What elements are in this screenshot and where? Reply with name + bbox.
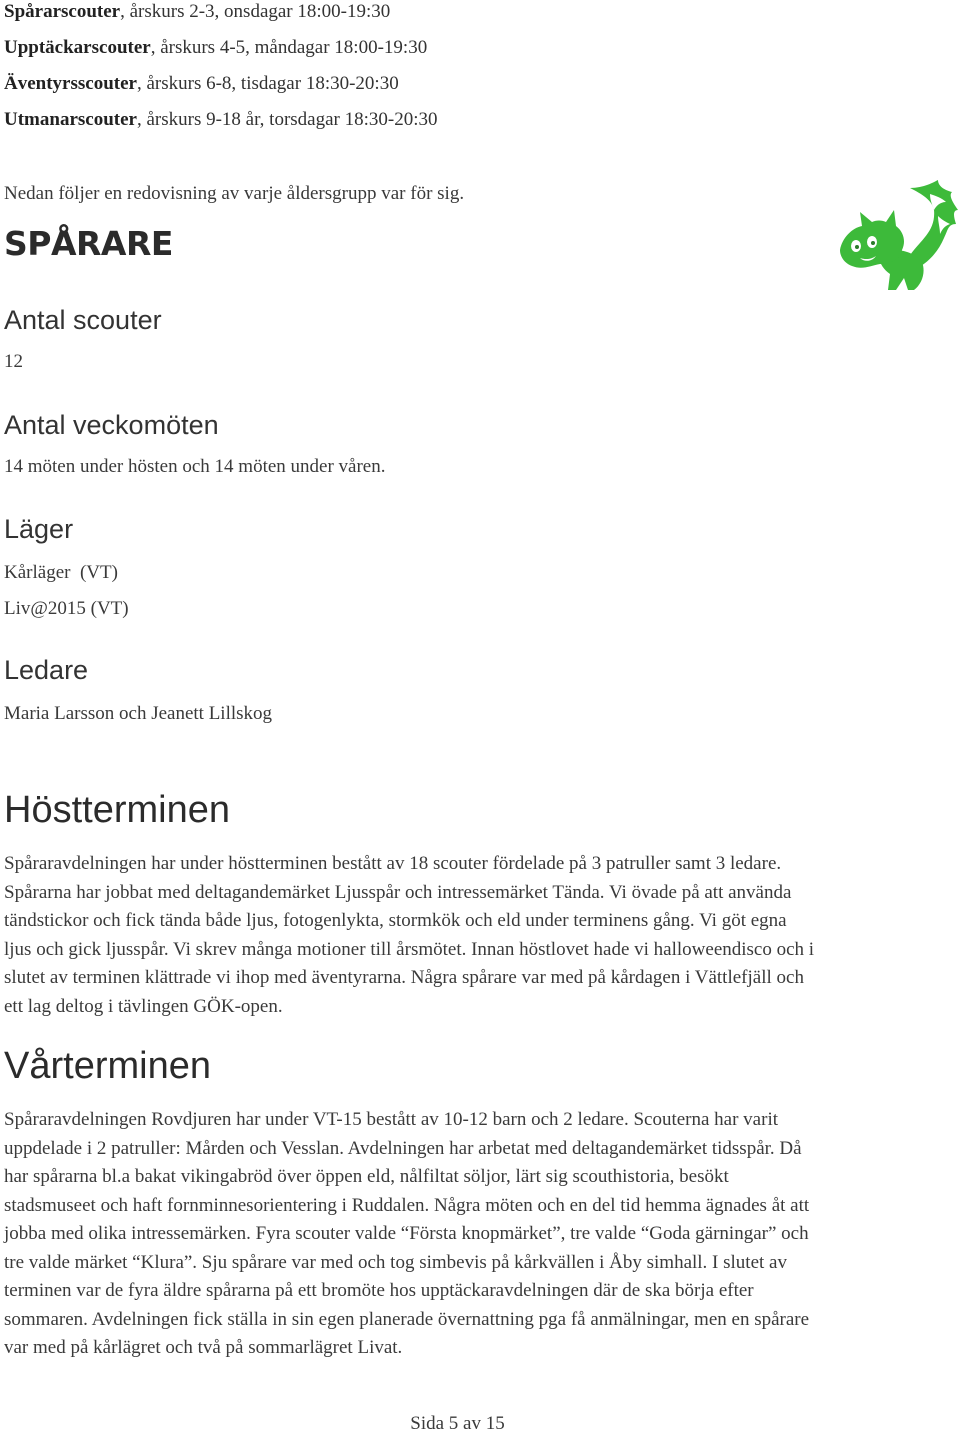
group-detail: , årskurs 9-18 år, torsdagar 18:30-20:30: [136, 109, 438, 130]
varterminen-heading: Vårterminen: [4, 1045, 211, 1087]
group-name: Upptäckarscouter: [4, 37, 151, 58]
group-detail: , årskurs 4-5, måndagar 18:00-19:30: [150, 37, 428, 58]
paragraph-line: Spårarna har jobbat med deltagandemärket Ljusspår och intressemärket Tända. Vi övade på att använda: [4, 881, 792, 903]
intro-text: Nedan följer en redovisning av varje åldersgrupp var för sig.: [4, 183, 465, 204]
lager-item: Kårläger (VT): [4, 562, 118, 583]
paragraph-line: sommaren. Avdelningen fick ställa in sin egen planerade övernattning pga få anmälningar, men en spårare: [4, 1308, 810, 1330]
lager-item: Liv@2015 (VT): [4, 598, 129, 619]
paragraph-line: Spåraravdelningen har under höstterminen bestått av 18 scouter fördelade på 3 patruller samt 3 ledare.: [4, 853, 782, 874]
paragraph-line: har spårarna bl.a bakat vikingabröd över öppen eld, nålfiltat söljor, lärt sig scouthistoria, besökt: [4, 1166, 729, 1187]
antal-scouter-heading: Antal scouter: [4, 305, 162, 335]
paragraph-line: tre valde märket “Klura”. Sju spårare var med och tog simbevis på kårkvällen i Åby simhall. I slutet av: [4, 1251, 787, 1273]
group-name: Utmanarscouter: [4, 109, 137, 130]
group-name: Äventyrsscouter: [4, 73, 137, 94]
fox-logo-icon: [838, 180, 960, 298]
group-detail: , årskurs 2-3, onsdagar 18:00-19:30: [120, 1, 391, 22]
paragraph-line: slutet av terminen klättrade vi ihop med äventyrarna. Några spårare var med på kårdagen i Vättlefjäll och: [4, 967, 804, 988]
page-number: Sida 5 av 15: [410, 1413, 505, 1434]
hostterminen-paragraph: [4, 850, 934, 1021]
group-name: Spårarscouter: [4, 1, 121, 22]
paragraph-line: terminen var de fyra äldre spårarna på ett bromöte hos upptäckaravdelningen där de ska börja efter: [4, 1280, 754, 1301]
group-line: [4, 108, 438, 132]
paragraph-line: uppdelade i 2 patruller: Mården och Vesslan. Avdelningen har arbetat med deltagandemärket tidsspår. Då: [4, 1137, 802, 1159]
antal-scouter-value: 12: [4, 351, 23, 372]
paragraph-line: stadsmuseet och haft fornminnesorientering i Ruddalen. Några möten och en del tid hemma ägnades åt att: [4, 1194, 810, 1216]
group-detail: , årskurs 6-8, tisdagar 18:30-20:30: [136, 73, 399, 94]
group-line: [4, 72, 399, 96]
paragraph-line: Spåraravdelningen Rovdjuren har under VT-15 bestått av 10-12 barn och 2 ledare. Scouterna har varit: [4, 1109, 778, 1130]
varterminen-paragraph: [4, 1106, 934, 1363]
group-line: [4, 0, 390, 24]
lager-heading: Läger: [4, 514, 74, 544]
paragraph-line: ett lag deltog i tävlingen GÖK-open.: [4, 995, 283, 1017]
section-title: SPÅRARE: [4, 224, 173, 263]
paragraph-line: ljus och gick ljusspår. Vi skrev många motioner till årsmötet. Innan höstlovet hade vi halloweendisco och i: [4, 938, 815, 960]
hostterminen-heading: Höstterminen: [4, 789, 230, 831]
paragraph-line: tändstickor och fick tända både ljus, fotogenlykta, stormkök och eld under terminens gång. Vi göt egna: [4, 910, 787, 931]
group-line: [4, 36, 427, 60]
ledare-heading: Ledare: [4, 655, 89, 685]
paragraph-line: jobba med olika intressemärken. Fyra scouter valde “Första knopmärket”, tre valde “Goda gärningar” och: [4, 1223, 809, 1244]
paragraph-line: var med på kårlägret och två på sommarlägret Livat.: [4, 1337, 403, 1358]
antal-veckomoten-value: 14 möten under hösten och 14 möten under våren.: [4, 456, 386, 477]
antal-veckomoten-heading: Antal veckomöten: [4, 410, 219, 440]
ledare-value: Maria Larsson och Jeanett Lillskog: [4, 703, 273, 724]
